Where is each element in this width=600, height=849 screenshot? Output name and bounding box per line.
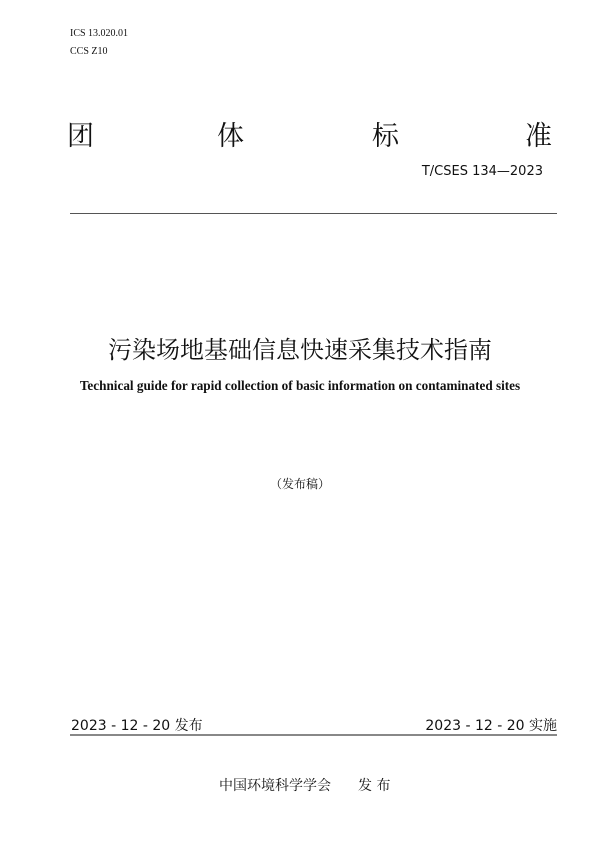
category-char-4: 准 [525,121,552,152]
publisher-name: 中国环境科学学会 [219,778,331,794]
category-char-3: 标 [372,121,399,152]
title-chinese: 污染场地基础信息快速采集技术指南 [108,336,492,364]
bottom-divider [70,734,557,736]
top-divider [70,213,557,214]
publish-date: 2023 - 12 - 20 发布 [71,718,203,734]
title-english: Technical guide for rapid collection of basic information on contaminated sites [79,378,521,393]
implement-date: 2023 - 12 - 20 实施 [425,718,557,734]
publisher-action: 发 布 [358,778,391,794]
category-char-1: 团 [67,121,94,152]
category-char-2: 体 [217,121,244,152]
document-status: （发布稿） [269,477,330,491]
standard-number: T/CSES 134—2023 [421,164,543,179]
ccs-code: CCS Z10 [70,46,108,57]
ics-code: ICS 13.020.01 [70,28,129,39]
